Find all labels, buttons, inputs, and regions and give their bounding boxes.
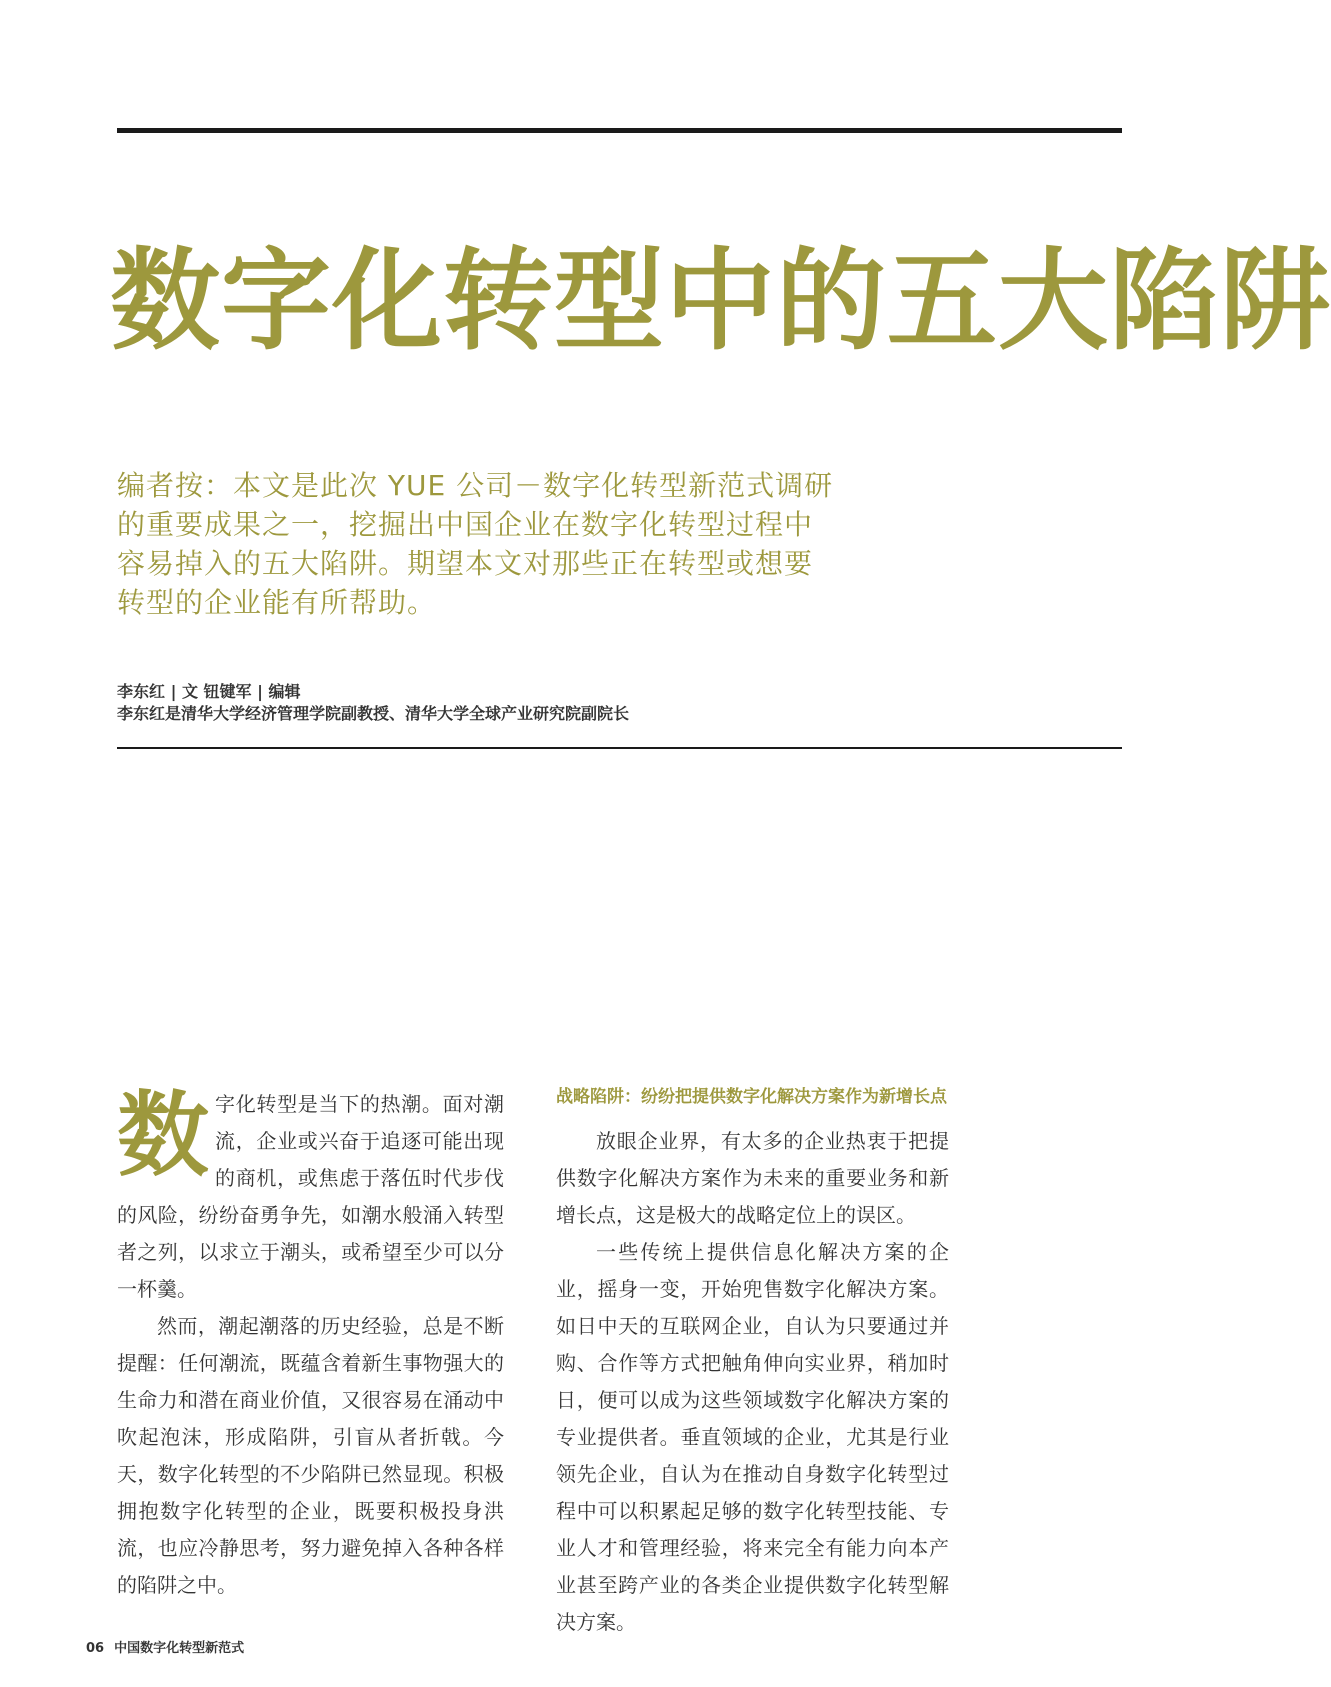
section-heading: 战略陷阱：纷纷把提供数字化解决方案作为新增长点 — [556, 1087, 947, 1107]
byline-author-bio: 李东红是清华大学经济管理学院副教授、清华大学全球产业研究院副院长 — [117, 704, 630, 723]
left-column — [117, 1082, 504, 1604]
paragraph: 然而，潮起潮落的历史经验，总是不断提醒：任何潮流，既蕴含着新生事物强大的生命力和潜在商业价值，又很容易在涌动中吹起泡沫，形成陷阱，引盲从者折戟。今天，数字化转型的不少陷阱已然显现。积极拥抱数字化转型的企业，既要积极投身洪流，也应冷静思考，努力避免掉入各种各样的陷阱之中。 — [117, 1314, 504, 1597]
paragraph-text: 字化转型是当下的热潮。面对潮流，企业或兴奋于追逐可能出现的商机，或焦虑于落伍时代步伐的风险，纷纷奋勇争先，如潮水般涌入转型者之列，以求立于潮头，或希望至少可以分一杯羹。 — [117, 1092, 504, 1301]
publication-name: 中国数字化转型新范式 — [114, 1641, 245, 1656]
section-rule — [117, 747, 1122, 749]
page-number: 06 — [86, 1641, 105, 1656]
paragraph: 一些传统上提供信息化解决方案的企业，摇身一变，开始兜售数字化解决方案。如日中天的互联网企业，自认为只要通过并购、合作等方式把触角伸向实业界，稍加时日，便可以成为这些领域数字化解决方案的专业提供者。垂直领域的企业，尤其是行业领先企业，自认为在推动自身数字化转型过程中可以积累起足够的数字化转型技能、专业人才和管理经验，将来完全有能力向本产业甚至跨产业的各类企业提供数字化转型解决方案。 — [556, 1240, 949, 1634]
paragraph: 放眼企业界，有太多的企业热衷于把提供数字化解决方案作为未来的重要业务和新增长点，这是极大的战略定位上的误区。 — [556, 1129, 949, 1227]
drop-cap: 数 — [117, 1082, 210, 1189]
right-column — [556, 1086, 949, 1641]
article-title: 数字化转型中的五大陷阱 — [110, 237, 1331, 365]
top-rule — [117, 128, 1122, 133]
byline-credits: 李东红 | 文 钮键军 | 编辑 — [117, 682, 301, 701]
editor-note: 编者按：本文是此次 YUE 公司－数字化转型新范式调研的重要成果之一，挖掘出中国企业在数字化转型过程中容易掉入的五大陷阱。期望本文对那些正在转型或想要转型的企业能有所帮助。 — [117, 469, 834, 619]
byline — [117, 681, 1017, 725]
page-footer — [86, 1637, 254, 1656]
paragraph — [117, 1082, 504, 1308]
